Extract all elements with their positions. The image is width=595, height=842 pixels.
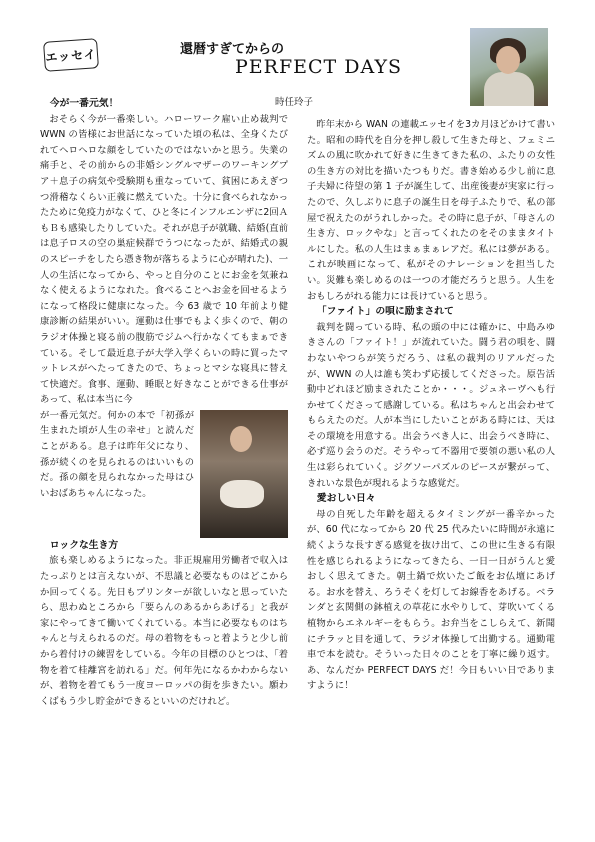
- grandchild-photo-face: [230, 426, 252, 452]
- heading-fight: 「ファイト」の唄に励まされて: [316, 306, 454, 318]
- author-photo-body: [484, 72, 534, 106]
- author-name: 時任玲子: [275, 97, 314, 108]
- paragraph-days: 母の自死した年齢を超えるタイミングが一番辛かったが、60 代になってから 20 代 25 代みたいに時間が永遠に続くような長すぎる感覚を抜け出て、この世に生きる有限性を感じられるようになってきたら、一日一日がうんと愛おしく思えてきた。朝土鍋で炊いたご飯をお仏壇にあげる。お水を替え、ろうそくを灯してお線香をあげる。ベランダと玄関側の鉢植えの草花に水やりして、芽吹いてくる植物からエネルギーをもらう。お弁当をこしらえて、新聞にチラッと目を通して、ラジオ体操して出勤する。通勤電車で本を読む。そういった日々のことを丁寧に繰り返す。あ、なんだか PERFECT DAYS だ！今日もいい日でありますように！: [307, 508, 555, 692]
- paragraph-rock: 旅も楽しめるようになった。非正規雇用労働者で収入はたっぷりとは言えないが、不思議と必要なものはどこからか回ってくる。先日もプリンターが欲しいなと思っていたら、思わぬところから「要らんのあるからあげる」と我が家にやってきて働いてくれている。本当に必要なものはちゃんと与えられるのだ。母の着物をもっと着ようと少し前から着付けの練習をしている。今年の目標のひとつは、「着物を着て桂離宮を訪れる」だ。何年先になるかわからないが、着物を着てもう一度ヨーロッパの街を歩きたい。願わくばもう少し貯金ができるといいのだけれど。: [40, 555, 288, 707]
- heading-rock: ロックな生き方: [49, 539, 119, 551]
- paragraph-fight: 裁判を闘っている時、私の頭の中には確かに、中島みゆきさんの「ファイト！」が流れていた。闘う君の唄を、闘わないやつらが笑うだろう、は私の裁判のリアルだったが、WWN の人は誰も笑わず応援してくださった。原告活動中どれほど励まされたことか・・・。ジュネーヴへも行かせてくださって感謝している。私はちゃんと出会わせてもらえたのだ。人が本当にしたいことがある時には、天はその環境を用意する。出会うべき人に、出会うべき時に、必ず巡り会うのだ。そうやって不器用で要領の悪い私の人生は彩られていく。ジグソーパズルのピースが繋がって、きれいな景色が現れるような感覚だ。: [307, 321, 555, 489]
- photo-text-wrap: [40, 408, 288, 538]
- paragraph-genki: おそらく今が一番楽しい。ハローワーク雇い止め裁判で WWN の皆様にお世話になっていた頃の私は、全身くたびれてヘロヘロな顔をしていたのではないかと思う。失業の痛手と、その前からの非婚シングルマザーのワーキングプア＋息子の病気や受験期も重なっていて、貧困にあえぎつつ滑稽なくらい正義に燃えていた。十分に食べられなかったために免疫力がなくて、ひと冬にインフルエンザに2回ＡもＢも感染したりしていた。それが息子が就職、結婚(直前は息子ロスの空の巣症候群でうつになったが、結婚式の親のスピーチをしたら憑き物が落ちるように心が晴れた)、一人の生活になってから、やっと自分のことにお金を気兼ねなく使えるようになれた。食べることへお金を回せるようになって格段に健康になった。今 63 歳で 10 年前より健康診断の結果がいい。運動は仕事でもよく歩くので、朝のラジオ体操と寝る前の腹筋でジムへ行かなくてもまぁできている。そして最近息子が大学入学くらいの時に買ったマットレスがへたってきたので、ちょっとマシな寝具に替えて快適だ。食事、運動、睡眠と好きなことができる仕事があって、私は本当に今: [40, 113, 288, 406]
- heading-days: 愛おしい日々: [316, 493, 376, 505]
- author-photo: [470, 28, 548, 106]
- left-column: [40, 96, 288, 709]
- grandchild-photo-baby: [220, 480, 264, 508]
- essay-badge: エッセイ: [43, 38, 99, 72]
- grandchild-photo: [200, 410, 288, 538]
- author-photo-face: [496, 46, 520, 74]
- subtitle: 還暦すぎてからの: [180, 42, 285, 57]
- heading-genki: 今が一番元気！: [49, 98, 119, 109]
- paragraph-wan: 昨年末から WAN の連載エッセイを3カ月ほどかけて書いた。昭和の時代を自分を押し殺して生きた母と、フェミニズムの風に吹かれて好きに生きてきた私の、ふたりの女性の生き方の対比を描いたつもりだ。書き始める少し前に息子夫婦に待望の第 1 子が誕生して、出産後妻が実家に行ったので、久しぶりに息子の誕生日を母子ふたりで、私の部屋で祝えたのがうれしかった。その時に息子が、「母さんの生き方、ロックやな」と言ってくれたのをそのままタイトルにした。私の人生はまぁまぁレアだ。私には夢がある。これが映画になって、私がそのナレーションを担当したい。災難も楽しめるのは一つの才能だろうと思う。人生をおもしろがれる能力には長けていると思う。: [307, 119, 555, 302]
- paragraph-genki-cont: が一番元気だ。何かの本で「初孫が生まれた頃が人生の幸せ」と読んだことがある。息子は昨年父になり、孫が続くのを見られるのはいいものだ。孫の顔を見られなかった母はひいおばあちゃんになった。: [40, 409, 194, 499]
- page-title: PERFECT DAYS: [235, 56, 403, 78]
- right-column: [307, 117, 555, 694]
